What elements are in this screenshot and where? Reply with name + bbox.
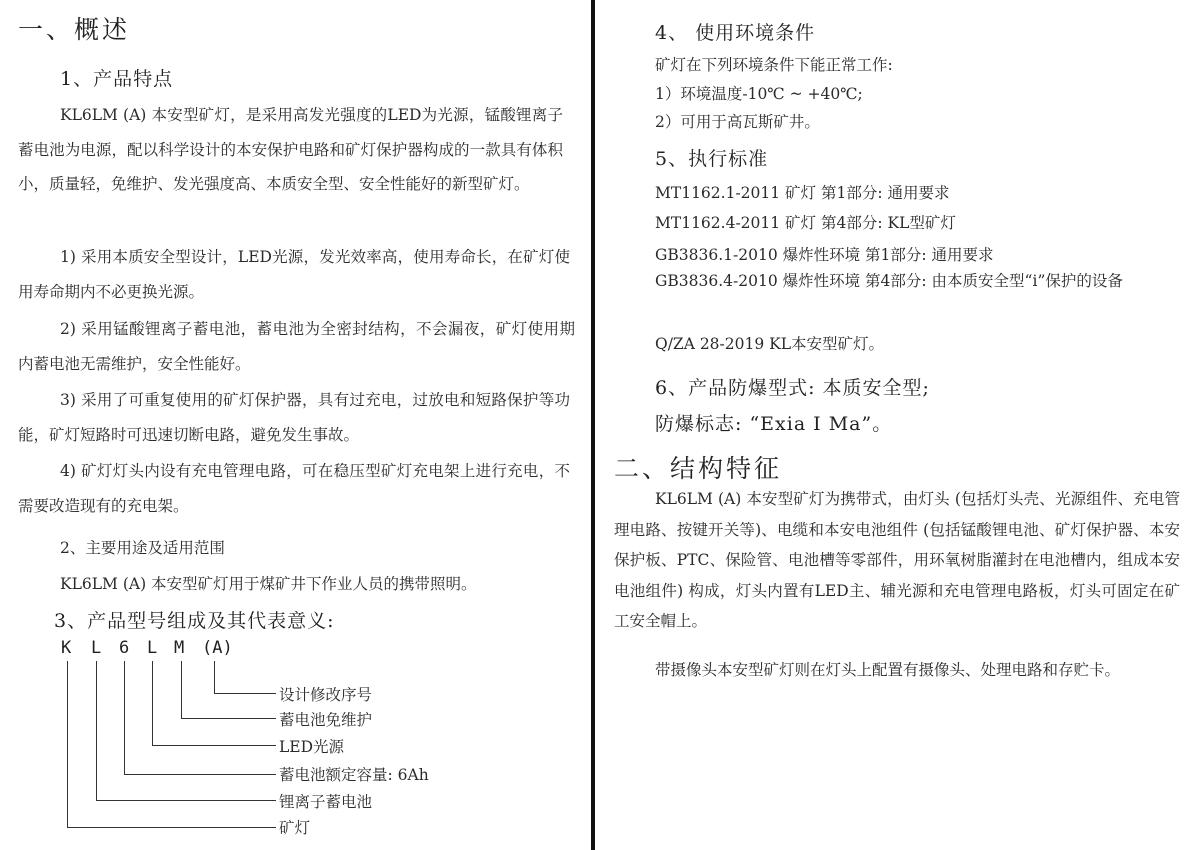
connector-l2: [152, 661, 153, 745]
meaning-led: LED光源: [279, 738, 345, 756]
usage-text: KL6LM (A) 本安型矿灯用于煤矿井下作业人员的携带照明。: [60, 575, 477, 593]
feature-3: 3) 采用了可重复使用的矿灯保护器，具有过充电，过放电和短路保护等功能，矿灯短路时可迅速切断电路，避免发生事故。: [18, 391, 570, 444]
connector-m: [181, 661, 182, 718]
camera-paragraph: 带摄像头本安型矿灯则在灯头上配置有摄像头、处理电路和存贮卡。: [655, 661, 1121, 679]
section1-6-title: 6、产品防爆型式: 本质安全型;: [655, 377, 930, 399]
model-letter-l2: L: [147, 638, 158, 658]
standard-4: GB3836.4-2010 爆炸性环境 第4部分: 由本质安全型“i”保护的设备: [655, 272, 1123, 290]
section2-title: 二、结构特征: [614, 454, 783, 483]
model-letter-l1: L: [91, 638, 102, 658]
model-letter-a: (A): [202, 638, 233, 658]
leader-a: [214, 693, 276, 694]
connector-a: [214, 661, 215, 693]
feature-1: 1) 采用本质安全型设计，LED光源，发光效率高，使用寿命长，在矿灯使用寿命期内不必更换光源。: [18, 248, 570, 301]
intro-paragraph: KL6LM (A) 本安型矿灯，是采用高发光强度的LED为光源，锰酸锂离子蓄电池为电源，配以科学设计的本安保护电路和矿灯保护器构成的一款具有体积小，质量轻，免维护、发光强度高、本质安全型、安全性能好的新型矿灯。: [18, 106, 563, 193]
connector-6: [124, 661, 125, 774]
meaning-maintenance-free: 蓄电池免维护: [279, 711, 373, 729]
leader-l1: [96, 800, 276, 801]
meaning-revision: 设计修改序号: [279, 686, 373, 704]
feature-2: 2) 采用锰酸锂离子蓄电池，蓄电池为全密封结构，不会漏夜，矿灯使用期内蓄电池无需维护，安全性能好。: [18, 320, 575, 373]
column-divider: [591, 0, 595, 850]
leader-k: [67, 827, 276, 828]
standard-3: GB3836.1-2010 爆炸性环境 第1部分: 通用要求: [655, 246, 994, 264]
feature-4: 4) 矿灯灯头内设有充电管理电路，可在稳压型矿灯充电架上进行充电，不需要改造现有的充电架。: [18, 462, 570, 515]
meaning-minelamp: 矿灯: [279, 819, 311, 837]
section1-5-title: 5、执行标准: [655, 148, 769, 170]
model-letter-6: 6: [119, 638, 130, 658]
leader-l2: [152, 745, 276, 746]
section1-4-title: 4、 使用环境条件: [655, 22, 816, 44]
section1-2-title: 2、主要用途及适用范围: [60, 539, 225, 557]
standard-5: Q/ZA 28-2019 KL本安型矿灯。: [655, 335, 885, 353]
meaning-capacity: 蓄电池额定容量: 6Ah: [279, 766, 429, 784]
section1-1-title: 1、产品特点: [60, 68, 174, 90]
structure-paragraph: KL6LM (A) 本安型矿灯为携带式，由灯头 (包括灯头壳、光源组件、充电管理电路、按键开关等)、电缆和本安电池组件 (包括锰酸锂电池、矿灯保护器、本安保护板、PTC、保险管、电池槽等零部件，用环氧树脂灌封在电池槽内，组成本安电池组件) 构成，灯头内置有LED主、辅光源和充电管理电路板，灯头可固定在矿工安全帽上。: [614, 490, 1180, 630]
model-letter-k: K: [61, 638, 72, 658]
meaning-lithium: 锂离子蓄电池: [279, 793, 373, 811]
standard-1: MT1162.1-2011 矿灯 第1部分: 通用要求: [655, 184, 950, 202]
connector-k: [67, 661, 68, 827]
ex-mark: 防爆标志: “Exia I Ma”。: [655, 413, 893, 435]
env-gas: 2）可用于高瓦斯矿井。: [655, 113, 820, 131]
connector-l1: [96, 661, 97, 800]
model-letter-m: M: [174, 638, 185, 658]
env-intro: 矿灯在下列环境条件下能正常工作:: [655, 56, 893, 74]
section1-title: 一、概述: [18, 15, 131, 44]
section1-3-title: 3、产品型号组成及其代表意义:: [54, 610, 335, 632]
env-temperature: 1）环境温度-10℃ ~ +40℃;: [655, 85, 863, 103]
leader-m: [181, 718, 276, 719]
standard-2: MT1162.4-2011 矿灯 第4部分: KL型矿灯: [655, 214, 956, 232]
leader-6: [124, 774, 276, 775]
